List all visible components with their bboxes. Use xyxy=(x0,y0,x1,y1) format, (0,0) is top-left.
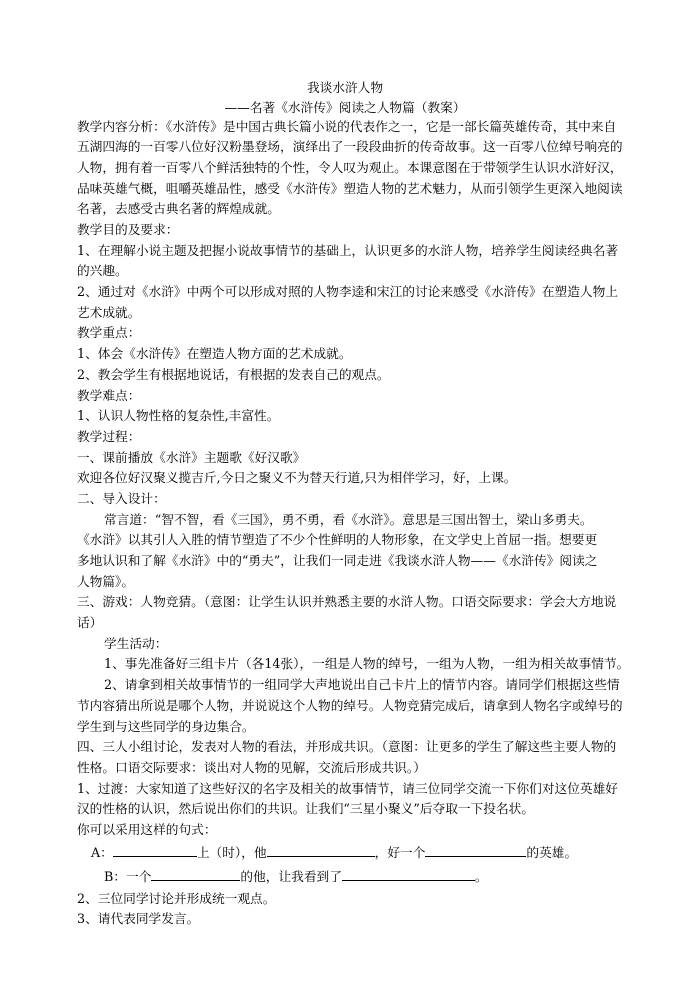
doc-line: 多地认识和了解《水浒》中的“勇夫”，让我们一同走进《我谈水浒人物——《水浒传》阅读之 xyxy=(77,553,598,569)
doc-line: 《水浒》以其引人入胜的情节塑造了不少个性鲜明的人物形象，在文学史上首屈一指。想要更 xyxy=(77,532,598,548)
section-heading: 教学过程： xyxy=(77,428,141,444)
doc-line: 品味英雄气概，咀嚼英雄品性，感受《水浒传》塑造人物的艺术魅力，从而引领学生更深入地阅读 xyxy=(77,180,623,196)
document-body xyxy=(77,117,647,930)
section-heading: 教学目的及要求： xyxy=(77,222,179,238)
doc-line: 汉的性格的认识，然后说出你们的共识。让我们“三星小聚义”后夺取一下投名状。 xyxy=(77,801,535,817)
pattern-text: 的他，让我看到了 xyxy=(240,868,342,884)
doc-line: 2、教会学生有根据地说话，有根据的发表自己的观点。 xyxy=(77,366,390,382)
doc-line: 名著，去感受古典名著的辉煌成就。 xyxy=(77,201,280,217)
doc-line: 人物篇》。 xyxy=(77,573,135,589)
doc-line: 欢迎各位好汉聚义揽吉斤,今日之聚义不为替天行道,只为相伴学习，好，上课。 xyxy=(77,470,517,486)
doc-line: 2、请拿到相关故事情节的一组同学大声地说出自己卡片上的情节内容。请同学们根据这些情 xyxy=(104,677,620,693)
doc-line: 1、事先准备好三组卡片（各14张），一组是人物的绰号，一组为人物，一组为相关故事情节。 xyxy=(104,656,630,672)
page-subtitle: ——名著《水浒传》阅读之人物篇（教案） xyxy=(224,99,466,115)
doc-line: 1、体会《水浒传》在塑造人物方面的艺术成就。 xyxy=(77,346,352,362)
pattern-text: 。 xyxy=(474,868,488,884)
doc-line: 2、三位同学讨论并形成统一观点。 xyxy=(77,890,276,906)
section-heading: 三、游戏：人物竞猜。（意图：让学生认识并熟悉主要的水浒人物。口语交际要求：学会大方地说 xyxy=(77,594,617,610)
doc-line: 性格。口语交际要求：谈出对人物的见解，交流后形成共识。） xyxy=(77,759,426,775)
doc-line: 节内容猜出所说是哪个人物，并说说这个人物的绰号。人物竞猜完成后，请拿到人物名字或绰号的 xyxy=(77,697,623,713)
pattern-label: B： xyxy=(104,868,127,884)
doc-line: 的兴趣。 xyxy=(77,263,128,279)
pattern-label: A： xyxy=(91,844,113,860)
page-title: 我谈水浒人物 xyxy=(306,80,384,95)
section-heading: 教学重点： xyxy=(77,325,141,341)
doc-line: 人物，拥有着一百零八个鲜活独特的个性，令人叹为观止。本课意图在于带领学生认识水浒好汉， xyxy=(77,159,623,175)
document-heading xyxy=(77,78,613,117)
doc-line: 常言道：“智不智，看《三国》，勇不勇，看《水浒》。意思是三国出智士，梁山多勇夫。 xyxy=(104,511,593,527)
doc-line: 1、过渡：大家知道了这些好汉的名字及相关的故事情节，请三位同学交流一下你们对这位英雄好 xyxy=(77,780,618,796)
doc-line: 学生到与这些同学的身边集合。 xyxy=(77,718,255,734)
doc-line: 五湖四海的一百零八位好汉粉墨登场，演绎出了一段段曲折的传奇故事。这一百零八位绰号响亮的 xyxy=(77,139,623,155)
section-heading: 教学难点： xyxy=(77,387,141,403)
fill-blank xyxy=(267,844,375,857)
fill-blank xyxy=(113,844,197,857)
pattern-text: ，好一个 xyxy=(374,844,426,860)
doc-line: 1、认识人物性格的复杂性,丰富性。 xyxy=(77,408,280,424)
doc-line: 教学内容分析：《水浒传》是中国古典长篇小说的代表作之一，它是一部长篇英雄传奇，其中来自 xyxy=(77,118,617,134)
pattern-text: 上（时），他 xyxy=(196,844,267,860)
doc-line: 3、请代表同学发言。 xyxy=(77,911,200,927)
section-heading: 二、导入设计： xyxy=(77,490,166,506)
pattern-text: 一个 xyxy=(126,868,152,884)
doc-line: 艺术成就。 xyxy=(77,304,141,320)
fill-blank xyxy=(342,868,475,881)
doc-line: 一、课前播放《水浒》主题歌《好汉歌》 xyxy=(77,449,306,465)
doc-line: 你可以采用这样的句式： xyxy=(77,821,217,837)
fill-blank xyxy=(425,844,526,857)
doc-line: 话） xyxy=(77,615,103,631)
doc-line: 学生活动： xyxy=(104,635,168,651)
section-heading: 四、三人小组讨论，发表对人物的看法，并形成共识。（意图：让更多的学生了解这些主要人物的 xyxy=(77,739,617,755)
pattern-text: 的英雄。 xyxy=(526,844,578,860)
fill-blank xyxy=(151,868,240,881)
doc-line: 2、通过对《水浒》中两个可以形成对照的人物李逵和宋江的讨论来感受《水浒传》在塑造人物上 xyxy=(77,284,618,300)
sentence-pattern-a xyxy=(77,841,647,865)
doc-line: 1、在理解小说主题及把握小说故事情节的基础上，认识更多的水浒人物，培养学生阅读经典名著 xyxy=(77,242,618,258)
sentence-pattern-b xyxy=(77,865,647,889)
